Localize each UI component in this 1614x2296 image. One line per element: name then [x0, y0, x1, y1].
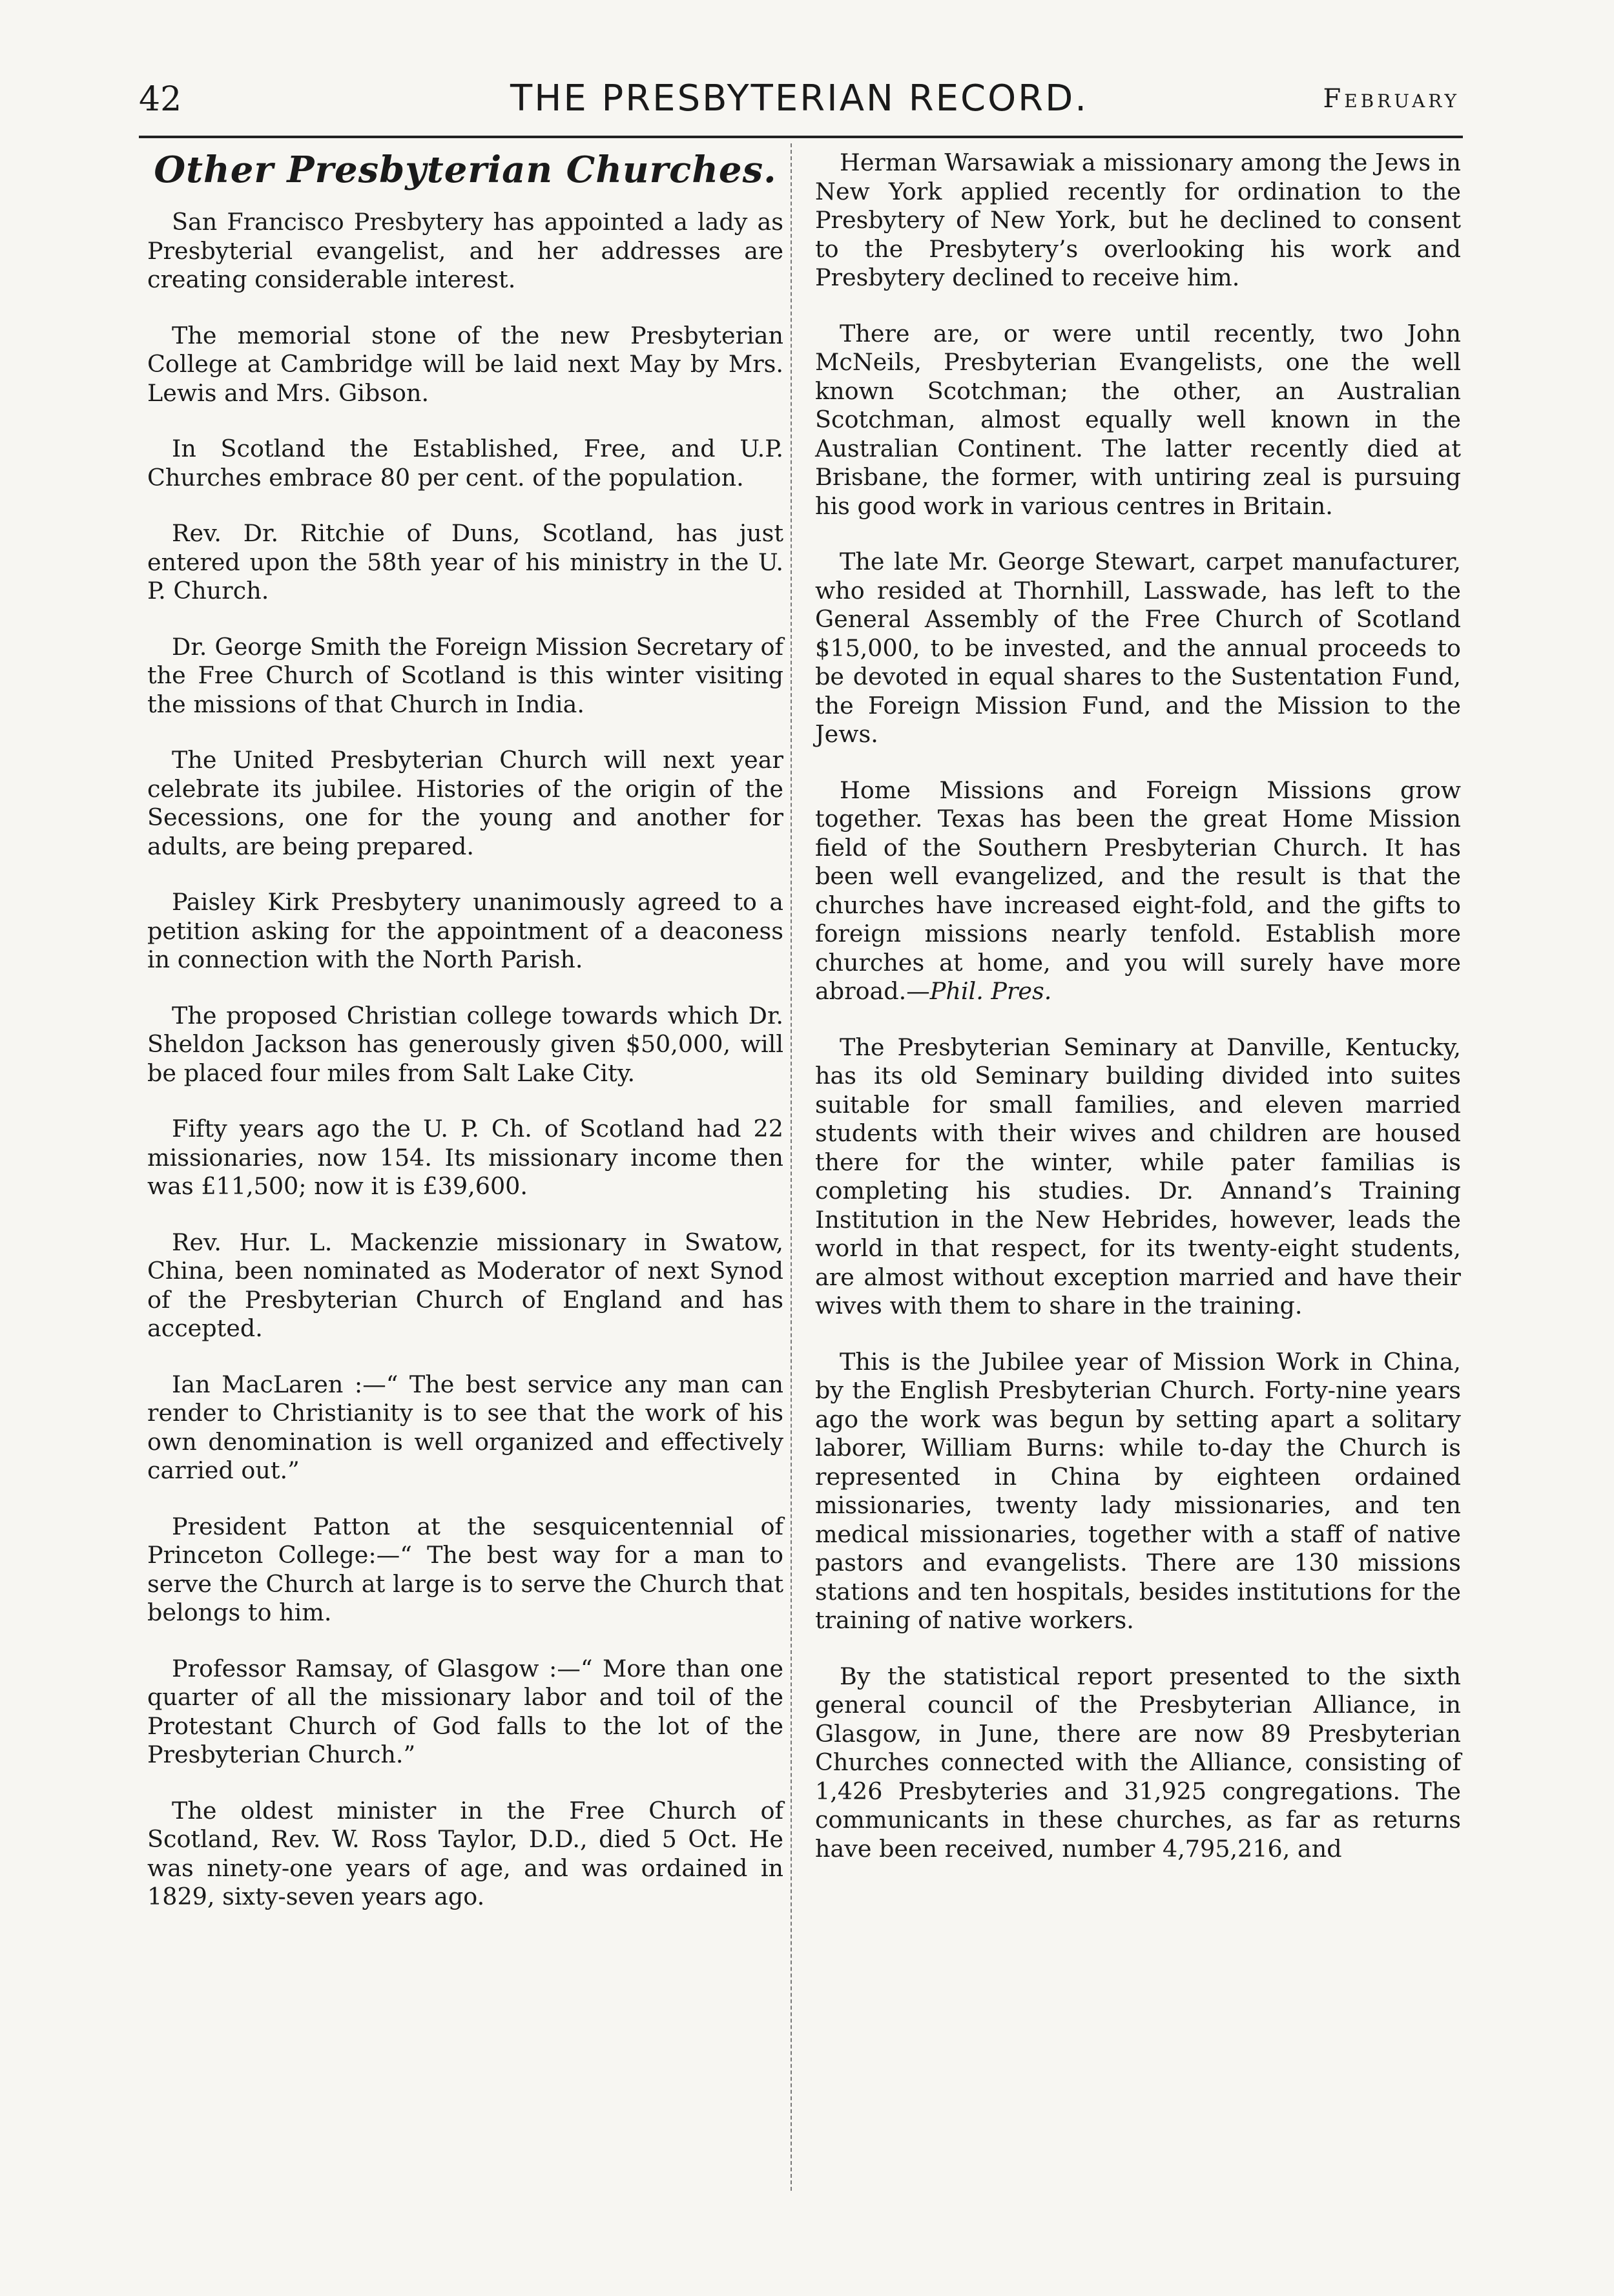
news-item: The memorial stone of the new Presbyterian College at Cambridge will be laid next May by Mrs. Lewis and Mrs. Gibson.	[147, 321, 783, 407]
section-heading: Other Presbyterian Churches.	[154, 149, 777, 191]
news-item: Rev. Hur. L. Mackenzie missionary in Swatow, China, been nominated as Moderator of next Synod of the Presbyterian Church of England and has accepted.	[147, 1228, 783, 1342]
left-column	[147, 149, 783, 1939]
page-number: 42	[139, 80, 182, 119]
page-header	[139, 72, 1460, 124]
news-item: Fifty years ago the U. P. Ch. of Scotland had 22 missionaries, now 154. Its missionary income then was £11,500; now it is £39,600.	[147, 1115, 783, 1200]
news-item: In Scotland the Established, Free, and U.P. Churches embrace 80 per cent. of the population.	[147, 435, 783, 491]
source-citation: Phil. Pres.	[929, 977, 1052, 1005]
news-item-home-missions	[815, 776, 1461, 1006]
news-item: Herman Warsawiak a missionary among the Jews in New York applied recently for ordination to the Presbytery of New York, but he declined to consent to the Presbytery’s overlooking his work and Presbytery declined to receive him.	[815, 149, 1461, 291]
news-item: The late Mr. George Stewart, carpet manufacturer, who resided at Thornhill, Lasswade, has left to the General Assembly of the Free Church of Scotland $15,000, to be invested, and the annual proceeds to be devoted in equal shares to the Sustentation Fund, the Foreign Mission Fund, and the Mission to the Jews.	[815, 548, 1461, 748]
issue-month: February	[1323, 84, 1460, 114]
right-column	[815, 149, 1461, 1890]
journal-title: THE PRESBYTERIAN RECORD.	[510, 78, 1088, 119]
news-item: The proposed Christian college towards which Dr. Sheldon Jackson has generously given $50,000, will be placed four miles from Salt Lake City.	[147, 1001, 783, 1087]
column-divider	[791, 143, 792, 2191]
news-item-text: Home Missions and Foreign Missions grow together. Texas has been the great Home Mission field of the Southern Presbyterian Church. It has been well evangelized, and the result is that the churches have increased eight-fold, and the gifts to foreign missions nearly tenfold. Establish more churches at home, and you will surely have more abroad.—	[815, 776, 1461, 1005]
news-item: By the statistical report presented to the sixth general council of the Presbyterian Alliance, in Glasgow, in June, there are now 89 Presbyterian Churches connected with the Alliance, consisting of 1,426 Presbyteries and 31,925 congregations. The communicants in these churches, as far as returns have been received, number 4,795,216, and	[815, 1662, 1461, 1863]
news-item: The Presbyterian Seminary at Danville, Kentucky, has its old Seminary building divided into suites suitable for small families, and eleven married students with their wives and children are housed there for the winter, while pater familias is completing his studies. Dr. Annand’s Training Institution in the New Hebrides, however, leads the world in that respect, for its twenty-eight students, are almost without exception married and have their wives with them to share in the training.	[815, 1033, 1461, 1319]
news-item: The oldest minister in the Free Church of Scotland, Rev. W. Ross Taylor, D.D., died 5 Oct. He was ninety-one years of age, and was ordained in 1829, sixty-seven years ago.	[147, 1796, 783, 1910]
quotation-item: Ian MacLaren :—“ The best service any man can render to Christianity is to see that the work of his own denomination is well organized and effectively carried out.”	[147, 1370, 783, 1484]
news-item: San Francisco Presbytery has appointed a lady as Presbyterial evangelist, and her addresses are creating considerable interest.	[147, 208, 783, 293]
news-item: Dr. George Smith the Foreign Mission Secretary of the Free Church of Scotland is this winter visiting the missions of that Church in India.	[147, 632, 783, 718]
news-item: There are, or were until recently, two John McNeils, Presbyterian Evangelists, one the well known Scotchman; the other, an Australian Scotchman, almost equally well known in the Australian Continent. The latter recently died at Brisbane, the former, with untiring zeal is pursuing his good work in various centres in Britain.	[815, 319, 1461, 520]
news-item: Rev. Dr. Ritchie of Duns, Scotland, has just entered upon the 58th year of his ministry in the U. P. Church.	[147, 519, 783, 605]
quotation-item: President Patton at the sesquicentennial of Princeton College:—“ The best way for a man to serve the Church at large is to serve the Church that belongs to him.	[147, 1512, 783, 1626]
news-item: This is the Jubilee year of Mission Work in China, by the English Presbyterian Church. Forty-nine years ago the work was begun by setting apart a solitary laborer, William Burns: while to-day the Church is represented in China by eighteen ordained missionaries, twenty lady missionaries, and ten medical missionaries, together with a staff of native pastors and evangelists. There are 130 missions stations and ten hospitals, besides institutions for the training of native workers.	[815, 1347, 1461, 1634]
news-item: The United Presbyterian Church will next year celebrate its jubilee. Histories of the origin of the Secessions, one for the young and another for adults, are being prepared.	[147, 746, 783, 860]
quotation-item: Professor Ramsay, of Glasgow :—“ More than one quarter of all the missionary labor and toil of the Protestant Church of God falls to the lot of the Presbyterian Church.”	[147, 1654, 783, 1768]
news-item: Paisley Kirk Presbytery unanimously agreed to a petition asking for the appointment of a deaconess in connection with the North Parish.	[147, 888, 783, 973]
header-rule	[139, 136, 1463, 138]
